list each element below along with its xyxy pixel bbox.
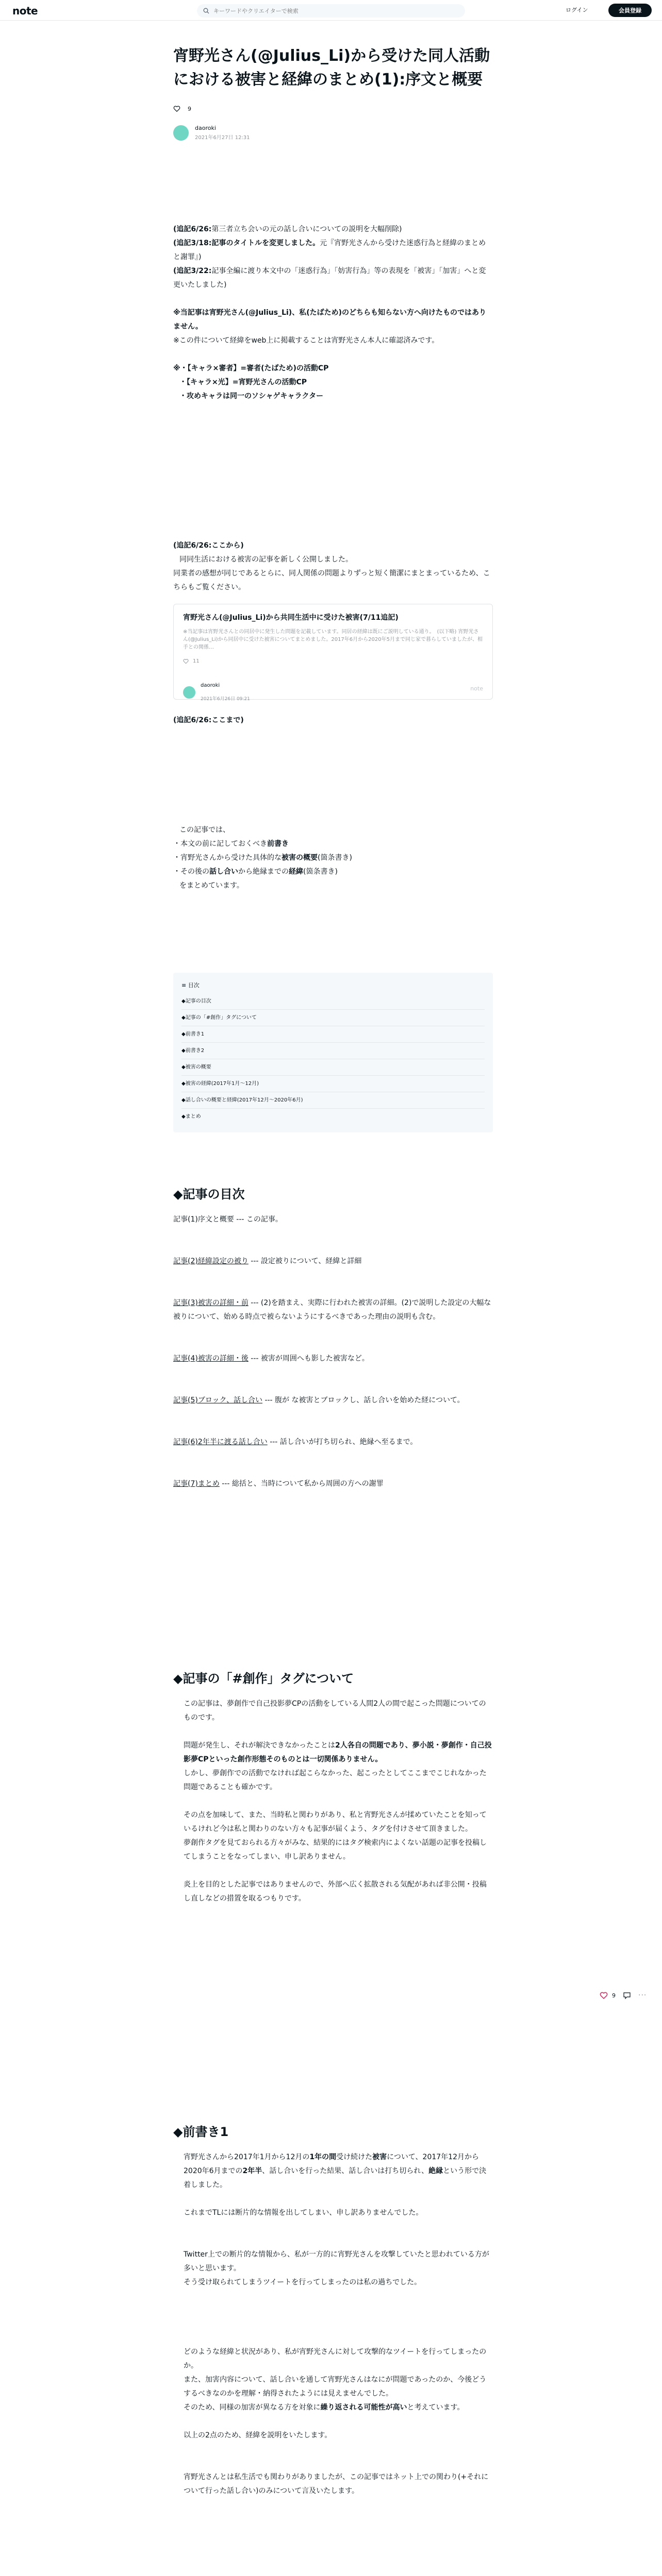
note-mark: note bbox=[470, 685, 483, 692]
like-row bbox=[173, 105, 493, 112]
addendum-text: 同同生活における被害の記事を新しく公開しました。 bbox=[179, 555, 353, 564]
tag-section bbox=[173, 1669, 493, 1906]
card-author bbox=[183, 679, 483, 706]
toc-item[interactable]: ◆まとめ bbox=[181, 1114, 201, 1120]
article-link[interactable]: 記事(4)被害の詳細・後 bbox=[173, 1354, 249, 1363]
paragraph: どのような経緯と状況があり、私が宵野光さんに対して攻撃的なツイートを行ってしまったのか。 bbox=[184, 2348, 487, 2370]
heart-icon[interactable] bbox=[173, 105, 180, 112]
paragraph: しかし、夢創作での活動でなければ起こらなかった、起こったとしてここまでこじれなかった問題であることも確かです。 bbox=[184, 1769, 487, 1791]
toc-item[interactable]: ◆前書き1 bbox=[181, 1026, 485, 1043]
cp-key: ※・【キャラ×審者】=審者(たばため)の活動CP bbox=[173, 364, 329, 372]
addendum-start: (追記6/26:ここから) bbox=[173, 541, 244, 550]
contents-item: 記事(4)被害の詳細・後 --- 被害が周囲へも影した被害など。 bbox=[173, 1354, 369, 1363]
contents-item: 記事(3)被害の詳細・前 --- (2)を踏まえ、実際に行われた被害の詳細。(2)で説明した設定の大幅な被りについて、始める時点で被らないようにするべきであった理由の説明も含む。 bbox=[173, 1299, 491, 1321]
contents-item: 記事(5)ブロック、話し合い --- 腹が な被害とブロックし、話し合いを始めた経について。 bbox=[173, 1396, 465, 1404]
author-name[interactable]: daoroki bbox=[195, 125, 216, 131]
contents-item: 記事(6)2年半に渡る話し合い --- 話し合いが打ち切られ、絶縁へ至るまで。 bbox=[173, 1438, 418, 1446]
more-icon[interactable]: ··· bbox=[638, 1991, 647, 1999]
comment-icon[interactable] bbox=[623, 1991, 631, 1999]
toc-item[interactable]: ◆被害の経緯(2017年1月〜12月) bbox=[181, 1076, 485, 1092]
card-like-row bbox=[183, 654, 483, 668]
toc-item[interactable]: ◆記事の「#創作」タグについて bbox=[181, 1010, 485, 1026]
section-heading: ◆記事の目次 bbox=[173, 1187, 245, 1201]
contents-item: 記事(1)序文と概要 --- この記事。 bbox=[173, 1215, 283, 1224]
note-logo[interactable]: note bbox=[12, 5, 38, 17]
paragraph: その点を加味して、また、当時私と関わりがあり、私と宵野光さんが揉めていたことを知っているけれど今は私と関わりのない方々も記事が届くよう、タグを付けさせて頂きました。 bbox=[184, 1811, 487, 1833]
avatar bbox=[183, 686, 195, 699]
note-line: (追記3/18:記事のタイトルを変更しました。元『宵野光さんから受けた迷惑行為と経緯のまとめと謝罪』) bbox=[173, 239, 486, 261]
article-link[interactable]: 記事(6)2年半に渡る話し合い bbox=[173, 1438, 268, 1446]
search-input[interactable] bbox=[213, 8, 451, 14]
card-date: 2021年6月26日 09:21 bbox=[201, 697, 250, 702]
search-icon bbox=[203, 8, 209, 14]
note-line: (追記3/22:記事全編に渡り本文中の「迷惑行為」「妨害行為」等の表現を「被害」「加害」へと変更いたしました) bbox=[173, 267, 486, 289]
like-count: 9 bbox=[612, 1992, 616, 1999]
avatar[interactable] bbox=[173, 125, 189, 141]
signup-button[interactable]: 会員登録 bbox=[608, 4, 652, 17]
paragraph: そう受け取られてしまうツイートを行ってしまったのは私の過ちでした。 bbox=[184, 2278, 422, 2286]
publish-date: 2021年6月27日 12:31 bbox=[195, 135, 250, 141]
paragraph: 夢創作タグを見ておられる方々がみな、結果的にはタグ検索内によくない話題の記事を投稿してしまうことをなってしまい、申し訳ありません。 bbox=[184, 1839, 487, 1861]
heart-icon[interactable] bbox=[600, 1991, 608, 1999]
toc-item[interactable]: ◆被害の概要 bbox=[181, 1059, 485, 1076]
addendum-block bbox=[173, 539, 493, 727]
paragraph: また、加害内容について、話し合いを通して宵野光さんはなにが問題であったのか、今後どうするべきなのかを理解・納得されたようには見えませんでした。 bbox=[184, 2376, 487, 2398]
card-like-count: 11 bbox=[193, 658, 200, 664]
article-link[interactable]: 記事(7)まとめ bbox=[173, 1480, 220, 1488]
search-box[interactable] bbox=[197, 4, 465, 18]
intro-bullet: ・宵野光さんから受けた具体的な被害の概要(箇条書き) bbox=[173, 854, 352, 862]
table-of-contents bbox=[173, 973, 493, 1132]
floating-actions bbox=[600, 1991, 647, 1999]
addendum-end: (追記6/26:ここまで) bbox=[173, 716, 244, 724]
intro-block bbox=[173, 823, 493, 893]
intro-text: この記事では、 bbox=[179, 826, 230, 834]
intro-bullet: ・本文の前に記しておくべき前書き bbox=[173, 840, 289, 848]
addendum-text: 同業者の感想が同じであるとらに、同人関係の問題よりずっと短く簡潔にまとまっているため、こちらもご覧ください。 bbox=[173, 569, 490, 591]
paragraph: 以上の2点のため、経緯を説明をいたします。 bbox=[184, 2431, 332, 2439]
article-header bbox=[173, 44, 493, 141]
paragraph: これまでTLには断片的な情報を出してしまい、申し訳ありませんでした。 bbox=[184, 2209, 423, 2217]
contents-item: 記事(2)経緯設定の被り --- 設定被りについて、経緯と詳細 bbox=[173, 1257, 362, 1265]
section-heading: ◆記事の「#創作」タグについて bbox=[173, 1671, 354, 1686]
warning-text: ※当記事は宵野光さん(@Julius_Li)、私(たばため)のどちらも知らない方へ向けたものではありません。 bbox=[173, 309, 486, 331]
cp-key: ・攻めキャラは同一のソシャゲキャラクター bbox=[179, 392, 324, 400]
contents-section bbox=[173, 1185, 493, 1491]
article-title: 宵野光さん(@Julius_Li)から受けた同人活動における被害と経緯のまとめ(1):序文と概要 bbox=[173, 47, 490, 89]
paragraph: 宵野光さんから2017年1月から12月の1年の間受け続けた被害について、2017年12月から2020年6月までの2年半、話し合いを行った結果、話し合いは打ち切られ、絶縁という形で決着しました。 bbox=[184, 2153, 487, 2189]
article-link[interactable]: 記事(2)経緯設定の被り bbox=[173, 1257, 249, 1265]
like-count: 9 bbox=[188, 105, 191, 112]
card-description: ※当記事は宵野光さんとの同居中に発生した問題を記載しています。同居の経緯は既にご説明している通り。 (以下略) 宵野光さん(@Julius_Li)から同居中に受けた被害についてまとめました。2017年6月から2020年5月まで同じ家で暮らしていましたが、相手との関係… bbox=[183, 629, 483, 650]
contents-item: 記事(7)まとめ --- 総括と、当時について私から周囲の方への謝罪 bbox=[173, 1480, 384, 1488]
paragraph: Twitter上での断片的な情報から、私が一方的に宵野光さんを攻撃していたと思われている方が多いと思います。 bbox=[184, 2250, 489, 2273]
toc-heading[interactable]: ≡ 目次 bbox=[181, 982, 200, 989]
author-info[interactable] bbox=[173, 125, 493, 141]
article-notes bbox=[173, 223, 493, 403]
paragraph: 問題が発生し、それが解決できなかったことは2人各自の問題であり、夢小説・夢創作・自己投影夢CPといった創作形態そのものとは一切関係ありません。 bbox=[184, 1741, 492, 1764]
intro-text: をまとめています。 bbox=[179, 882, 244, 890]
card-title[interactable]: 宵野光さん(@Julius_Li)から共同生活中に受けた被害(7/11追記) bbox=[183, 614, 399, 622]
article-link[interactable]: 記事(5)ブロック、話し合い bbox=[173, 1396, 262, 1404]
paragraph: 炎上を目的とした記事ではありませんので、外部へ広く拡散される気配があれば非公開・投稿し直しなどの措置を取るつもりです。 bbox=[184, 1880, 487, 1903]
toc-item[interactable]: ◆前書き2 bbox=[181, 1043, 485, 1059]
paragraph: この記事は、夢創作で自己投影夢CPの活動をしている人間2人の間で起こった問題についてのものです。 bbox=[184, 1700, 486, 1722]
paragraph: そのため、同様の加害が異なる方を対象に繰り返される可能性が高いと考えています。 bbox=[184, 2403, 465, 2412]
embed-card[interactable] bbox=[173, 604, 493, 700]
paragraph: 宵野光さんとは私生活でも関わりがありましたが、この記事ではネット上での関わり(+それについて行った話し合い)のみについて言及いたします。 bbox=[184, 2473, 489, 2495]
toc-item[interactable]: ◆記事の目次 bbox=[181, 993, 485, 1010]
article-link[interactable]: 記事(3)被害の詳細・前 bbox=[173, 1299, 249, 1307]
login-link[interactable]: ログイン bbox=[566, 7, 588, 13]
card-author-name: daoroki bbox=[201, 683, 220, 688]
section-heading: ◆前書き1 bbox=[173, 2125, 229, 2139]
cp-key: ・【キャラ×光】=宵野光さんの活動CP bbox=[179, 378, 307, 386]
note-line: (追記6/26:第三者立ち会いの元の話し合いについての説明を大幅削除) bbox=[173, 225, 402, 233]
heart-icon bbox=[183, 658, 189, 664]
warning-text: ※この件について経緯をweb上に掲載することは宵野光さん本人に確認済みです。 bbox=[173, 336, 439, 345]
intro-bullet: ・その後の話し合いから絶縁までの経緯(箇条書き) bbox=[173, 868, 338, 876]
toc-item[interactable]: ◆話し合いの概要と経緯(2017年12月〜2020年6月) bbox=[181, 1092, 485, 1109]
site-header bbox=[0, 0, 662, 21]
preface1-section bbox=[173, 2123, 493, 2498]
